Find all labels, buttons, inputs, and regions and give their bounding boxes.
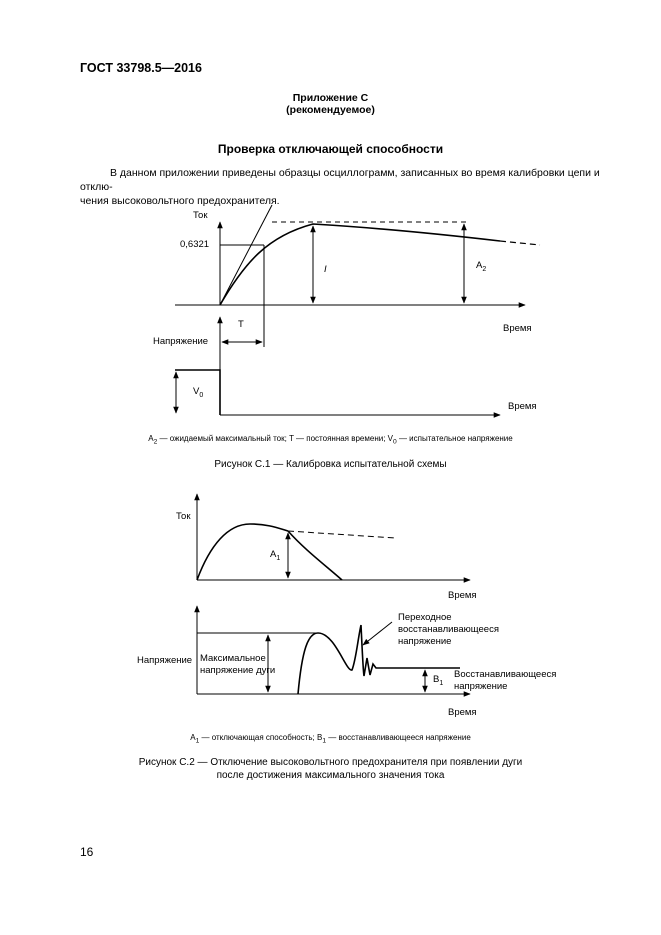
- fig2-transient-pointer: [363, 622, 392, 645]
- fig2-a1-label: $A_1$: [270, 549, 281, 562]
- fig1-i-label: I: [324, 264, 327, 275]
- fig1-legend: $A_2$ — ожидаемый максимальный ток; T — постоянная времени; $V_0$ — испытательное напряжение: [148, 434, 513, 446]
- fig2-current-label: Ток: [176, 511, 191, 522]
- fig2-legend: $A_1$ — отключающая способность; $B_1$ — восстанавливающееся напряжение: [190, 733, 471, 745]
- fig1-current-curve: [220, 224, 500, 305]
- fig2-caption-line1: Рисунок С.2 — Отключение высоковольтного предохранителя при появлении дуги: [138, 757, 523, 768]
- section-title: Проверка отключающей способности: [217, 142, 444, 156]
- fig2-current-dashed: [288, 531, 395, 538]
- fig2-caption-line2: после достижения максимального значения тока: [216, 770, 445, 781]
- appendix-subtitle: (рекомендуемое): [286, 104, 375, 116]
- intro-line-2: чения высоковольтного предохранителя.: [80, 195, 280, 207]
- fig2-max-arc-line1: Максимальное: [200, 653, 266, 664]
- fig2-transient-line2: восстанавливающееся: [398, 624, 499, 635]
- fig1-a2-label: $A_2$: [476, 260, 487, 273]
- fig2-recovery-line2: напряжение: [454, 681, 508, 692]
- fig2-current-cutoff: [288, 531, 342, 580]
- fig1-time-label-top: Время: [503, 323, 532, 334]
- fig2-transient-line3: напряжение: [398, 636, 452, 647]
- fig1-v0-label: $V_0$: [193, 386, 204, 399]
- fig2-time-label-top: Время: [448, 590, 477, 601]
- appendix-title: Приложение С: [292, 92, 369, 104]
- fig2-recovery-line1: Восстанавливающееся: [454, 669, 557, 680]
- fig1-time-label-bottom: Время: [508, 401, 537, 412]
- fig2-time-label-bottom: Время: [448, 707, 477, 718]
- fig2-voltage-label: Напряжение: [137, 655, 193, 666]
- fig2-max-arc-line2: напряжение дуги: [200, 665, 276, 676]
- fig1-t-label: T: [238, 319, 244, 330]
- fig1-current-label: Ток: [193, 210, 208, 221]
- fig2-b1-label: $B_1$: [433, 674, 444, 687]
- fig1-voltage-label: Напряжение: [153, 336, 209, 347]
- fig1-current-dashed-tail: [500, 241, 540, 245]
- page-number: 16: [80, 845, 94, 859]
- fig1-level-value: 0,6321: [180, 239, 210, 250]
- intro-line-1: В данном приложении приведены образцы осциллограмм, записанных во время калибровки цепи и отклю-: [80, 167, 600, 193]
- fig2-transient-line1: Переходное: [398, 612, 452, 623]
- fig1-caption: Рисунок С.1 — Калибровка испытательной схемы: [214, 459, 447, 470]
- document-header: ГОСТ 33798.5—2016: [80, 61, 202, 75]
